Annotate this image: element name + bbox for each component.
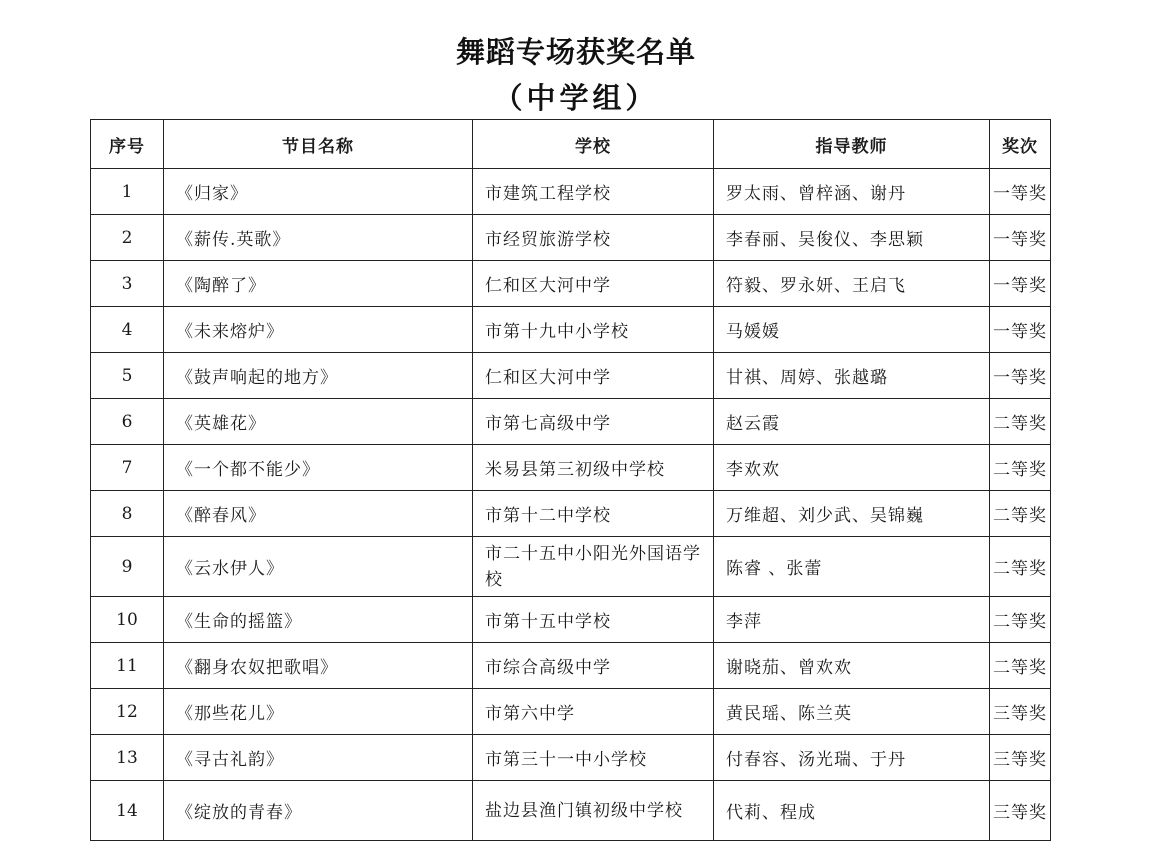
cell-teachers: 代莉、程成 <box>714 781 990 841</box>
table-row <box>91 537 1051 597</box>
cell-program: 《寻古礼韵》 <box>164 735 473 781</box>
header-number: 序号 <box>91 120 164 169</box>
awards-table <box>90 119 1051 841</box>
cell-program: 《薪传.英歌》 <box>164 215 473 261</box>
cell-school: 市第十九中小学校 <box>473 307 714 353</box>
table-row <box>91 735 1051 781</box>
cell-school: 仁和区大河中学 <box>473 353 714 399</box>
cell-number: 9 <box>91 537 164 597</box>
table-row <box>91 261 1051 307</box>
cell-program: 《陶醉了》 <box>164 261 473 307</box>
cell-number: 14 <box>91 781 164 841</box>
cell-program: 《翻身农奴把歌唱》 <box>164 643 473 689</box>
cell-school: 米易县第三初级中学校 <box>473 445 714 491</box>
table-row <box>91 781 1051 841</box>
cell-teachers: 陈睿 、张蕾 <box>714 537 990 597</box>
cell-number: 10 <box>91 597 164 643</box>
table-header-row <box>91 120 1051 169</box>
cell-award: 三等奖 <box>990 781 1051 841</box>
table-body <box>91 169 1051 841</box>
cell-school: 市第三十一中小学校 <box>473 735 714 781</box>
cell-number: 4 <box>91 307 164 353</box>
cell-school: 市第十二中学校 <box>473 491 714 537</box>
cell-award: 二等奖 <box>990 491 1051 537</box>
header-program: 节目名称 <box>164 120 473 169</box>
cell-teachers: 罗太雨、曾梓涵、谢丹 <box>714 169 990 215</box>
cell-award: 二等奖 <box>990 537 1051 597</box>
cell-teachers: 李春丽、吴俊仪、李思颖 <box>714 215 990 261</box>
cell-award: 一等奖 <box>990 261 1051 307</box>
table-row <box>91 597 1051 643</box>
cell-number: 11 <box>91 643 164 689</box>
cell-program: 《未来熔炉》 <box>164 307 473 353</box>
table-row <box>91 215 1051 261</box>
table-row <box>91 643 1051 689</box>
cell-school: 市经贸旅游学校 <box>473 215 714 261</box>
cell-teachers: 甘祺、周婷、张越璐 <box>714 353 990 399</box>
header-teachers: 指导教师 <box>714 120 990 169</box>
header-award: 奖次 <box>990 120 1051 169</box>
table-row <box>91 307 1051 353</box>
cell-school: 市综合高级中学 <box>473 643 714 689</box>
table-row <box>91 689 1051 735</box>
cell-teachers: 黄民瑶、陈兰英 <box>714 689 990 735</box>
cell-school: 盐边县渔门镇初级中学校 <box>473 781 714 841</box>
page-title: 舞蹈专场获奖名单 <box>455 35 696 69</box>
cell-school: 市二十五中小阳光外国语学校 <box>473 537 714 597</box>
cell-program: 《云水伊人》 <box>164 537 473 597</box>
cell-program: 《鼓声响起的地方》 <box>164 353 473 399</box>
cell-teachers: 付春容、汤光瑞、于丹 <box>714 735 990 781</box>
table-row <box>91 353 1051 399</box>
cell-teachers: 符毅、罗永妍、王启飞 <box>714 261 990 307</box>
cell-award: 一等奖 <box>990 215 1051 261</box>
cell-award: 一等奖 <box>990 169 1051 215</box>
cell-program: 《英雄花》 <box>164 399 473 445</box>
cell-school: 市第七高级中学 <box>473 399 714 445</box>
cell-program: 《那些花儿》 <box>164 689 473 735</box>
table-row <box>91 169 1051 215</box>
cell-program: 《生命的摇篮》 <box>164 597 473 643</box>
cell-number: 6 <box>91 399 164 445</box>
cell-number: 8 <box>91 491 164 537</box>
header-school: 学校 <box>473 120 714 169</box>
cell-award: 一等奖 <box>990 307 1051 353</box>
table-row <box>91 399 1051 445</box>
cell-number: 12 <box>91 689 164 735</box>
cell-school: 市建筑工程学校 <box>473 169 714 215</box>
cell-number: 5 <box>91 353 164 399</box>
cell-number: 3 <box>91 261 164 307</box>
cell-award: 二等奖 <box>990 445 1051 491</box>
cell-program: 《一个都不能少》 <box>164 445 473 491</box>
cell-award: 二等奖 <box>990 643 1051 689</box>
cell-number: 7 <box>91 445 164 491</box>
table-row <box>91 491 1051 537</box>
cell-number: 1 <box>91 169 164 215</box>
cell-teachers: 马媛媛 <box>714 307 990 353</box>
cell-teachers: 李萍 <box>714 597 990 643</box>
cell-school: 仁和区大河中学 <box>473 261 714 307</box>
cell-school: 市第六中学 <box>473 689 714 735</box>
cell-teachers: 赵云霞 <box>714 399 990 445</box>
cell-award: 一等奖 <box>990 353 1051 399</box>
cell-school: 市第十五中学校 <box>473 597 714 643</box>
table-row <box>91 445 1051 491</box>
cell-program: 《绽放的青春》 <box>164 781 473 841</box>
page-subtitle: （中学组） <box>493 81 659 115</box>
cell-award: 三等奖 <box>990 735 1051 781</box>
cell-award: 二等奖 <box>990 597 1051 643</box>
cell-teachers: 谢晓茄、曾欢欢 <box>714 643 990 689</box>
cell-award: 三等奖 <box>990 689 1051 735</box>
cell-number: 13 <box>91 735 164 781</box>
cell-award: 二等奖 <box>990 399 1051 445</box>
cell-program: 《归家》 <box>164 169 473 215</box>
cell-program: 《醉春风》 <box>164 491 473 537</box>
cell-number: 2 <box>91 215 164 261</box>
cell-teachers: 李欢欢 <box>714 445 990 491</box>
cell-teachers: 万维超、刘少武、吴锦巍 <box>714 491 990 537</box>
